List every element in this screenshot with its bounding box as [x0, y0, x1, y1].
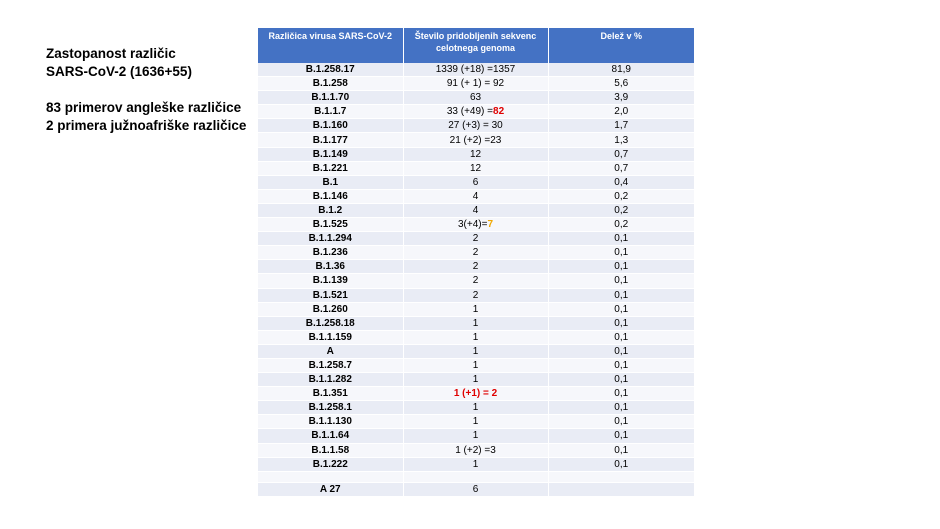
share-cell: 0,7 — [548, 161, 694, 175]
summary-title: Zastopanost različic — [46, 46, 176, 61]
count-cell: 1 — [403, 457, 548, 471]
summary-total: SARS-CoV-2 (1636+55) — [46, 64, 192, 79]
count-cell — [403, 105, 548, 119]
variant-cell: B.1.160 — [258, 119, 403, 133]
share-cell: 0,1 — [548, 232, 694, 246]
share-cell: 0,1 — [548, 316, 694, 330]
variant-cell: B.1.258.18 — [258, 316, 403, 330]
count-cell: 1 — [403, 373, 548, 387]
table-row — [258, 274, 694, 288]
count-prefix: 3(+4)= — [457, 219, 488, 231]
count-cell: 1 — [403, 358, 548, 372]
footer-variant-cell: A 27 — [258, 482, 403, 496]
variant-cell: B.1.221 — [258, 161, 403, 175]
variant-cell: B.1.2 — [258, 203, 403, 217]
count-highlight: 7 — [487, 219, 494, 231]
variant-cell: B.1.351 — [258, 387, 403, 401]
variant-cell: B.1.1.294 — [258, 232, 403, 246]
table-row — [258, 401, 694, 415]
count-cell: 27 (+3) = 30 — [403, 119, 548, 133]
summary-text — [46, 45, 256, 135]
variant-cell: B.1.258.1 — [258, 401, 403, 415]
table-row — [258, 373, 694, 387]
share-cell: 0,1 — [548, 429, 694, 443]
header-count-line1: Število pridobljenih sekvenc — [414, 31, 537, 41]
variant-cell: B.1.1.58 — [258, 443, 403, 457]
share-cell: 3,9 — [548, 91, 694, 105]
table-row — [258, 344, 694, 358]
count-cell: 1 — [403, 302, 548, 316]
count-cell: 1 — [403, 429, 548, 443]
footer-share-cell — [548, 482, 694, 496]
share-cell: 0,1 — [548, 373, 694, 387]
count-cell: 12 — [403, 147, 548, 161]
table-row — [258, 288, 694, 302]
header-share: Delež v % — [548, 28, 694, 63]
table-row — [258, 133, 694, 147]
summary-english-variant: 83 primerov angleške različice — [46, 100, 242, 115]
variant-cell: B.1.222 — [258, 457, 403, 471]
count-cell: 2 — [403, 260, 548, 274]
table-row — [258, 203, 694, 217]
count-cell: 4 — [403, 203, 548, 217]
count-cell: 2 — [403, 288, 548, 302]
variant-cell: B.1.1.159 — [258, 330, 403, 344]
share-cell: 5,6 — [548, 77, 694, 91]
variant-cell: B.1.258.17 — [258, 63, 403, 77]
table-row — [258, 443, 694, 457]
share-cell: 1,3 — [548, 133, 694, 147]
table-row — [258, 457, 694, 471]
header-count-line2: celotnega genoma — [435, 43, 516, 53]
table-row — [258, 119, 694, 133]
count-cell: 1 (+2) =3 — [403, 443, 548, 457]
table-row — [258, 429, 694, 443]
count-cell: 1 — [403, 330, 548, 344]
table-row — [258, 91, 694, 105]
blank-cell — [548, 471, 694, 482]
variant-cell: B.1.260 — [258, 302, 403, 316]
count-cell: 2 — [403, 274, 548, 288]
share-cell: 0,1 — [548, 274, 694, 288]
table-row — [258, 415, 694, 429]
variant-cell: B.1.1.130 — [258, 415, 403, 429]
count-cell: 1 — [403, 316, 548, 330]
table-row — [258, 147, 694, 161]
table-header-row — [258, 28, 694, 63]
table-row — [258, 105, 694, 119]
variant-cell: B.1.177 — [258, 133, 403, 147]
share-cell: 0,1 — [548, 246, 694, 260]
share-cell: 81,9 — [548, 63, 694, 77]
table-row — [258, 77, 694, 91]
count-cell: 91 (+ 1) = 92 — [403, 77, 548, 91]
blank-row — [258, 471, 694, 482]
variant-cell: B.1.236 — [258, 246, 403, 260]
count-cell: 1 — [403, 415, 548, 429]
variant-cell: B.1 — [258, 175, 403, 189]
variant-cell: B.1.1.282 — [258, 373, 403, 387]
variant-cell: B.1.258 — [258, 77, 403, 91]
footer-count-cell: 6 — [403, 482, 548, 496]
variant-cell: A — [258, 344, 403, 358]
share-cell: 0,1 — [548, 415, 694, 429]
count-cell — [403, 218, 548, 232]
table-row — [258, 330, 694, 344]
blank-cell — [258, 471, 403, 482]
share-cell: 0,2 — [548, 203, 694, 217]
header-count — [403, 28, 548, 63]
variant-cell: B.1.1.64 — [258, 429, 403, 443]
share-cell: 0,1 — [548, 260, 694, 274]
count-highlight: 1 (+1) = 2 — [453, 388, 498, 400]
share-cell: 0,1 — [548, 302, 694, 316]
variant-cell: B.1.149 — [258, 147, 403, 161]
share-cell: 0,2 — [548, 218, 694, 232]
share-cell: 0,7 — [548, 147, 694, 161]
variant-cell: B.1.139 — [258, 274, 403, 288]
share-cell: 0,1 — [548, 401, 694, 415]
table-row — [258, 161, 694, 175]
count-cell: 12 — [403, 161, 548, 175]
blank-cell — [403, 471, 548, 482]
count-cell: 6 — [403, 175, 548, 189]
count-cell: 2 — [403, 232, 548, 246]
table-row — [258, 63, 694, 77]
share-cell: 0,1 — [548, 457, 694, 471]
summary-southafrican-variant: 2 primera južnoafriške različice — [46, 118, 247, 133]
table-row — [258, 218, 694, 232]
count-cell: 1 — [403, 401, 548, 415]
share-cell: 0,1 — [548, 288, 694, 302]
table-row — [258, 316, 694, 330]
table-row — [258, 260, 694, 274]
table-row — [258, 358, 694, 372]
count-cell: 63 — [403, 91, 548, 105]
table-row — [258, 232, 694, 246]
variant-cell: B.1.1.7 — [258, 105, 403, 119]
footer-row — [258, 482, 694, 496]
count-highlight: 82 — [493, 106, 505, 118]
variant-cell: B.1.258.7 — [258, 358, 403, 372]
count-cell: 1 — [403, 344, 548, 358]
count-cell: 21 (+2) =23 — [403, 133, 548, 147]
count-cell: 1339 (+18) =1357 — [403, 63, 548, 77]
share-cell: 0,1 — [548, 443, 694, 457]
share-cell: 0,4 — [548, 175, 694, 189]
variant-cell: B.1.1.70 — [258, 91, 403, 105]
table-row — [258, 387, 694, 401]
share-cell: 0,1 — [548, 344, 694, 358]
share-cell: 0,2 — [548, 189, 694, 203]
share-cell: 1,7 — [548, 119, 694, 133]
variant-cell: B.1.521 — [258, 288, 403, 302]
count-cell — [403, 387, 548, 401]
table-row — [258, 189, 694, 203]
share-cell: 0,1 — [548, 387, 694, 401]
table-row — [258, 246, 694, 260]
count-cell: 4 — [403, 189, 548, 203]
header-variant: Različica virusa SARS-CoV-2 — [258, 28, 403, 63]
variant-cell: B.1.36 — [258, 260, 403, 274]
variants-table — [258, 28, 694, 497]
share-cell: 0,1 — [548, 358, 694, 372]
table-row — [258, 175, 694, 189]
count-prefix: 33 (+49) = — [446, 106, 494, 118]
share-cell: 0,1 — [548, 330, 694, 344]
variant-cell: B.1.146 — [258, 189, 403, 203]
variant-cell: B.1.525 — [258, 218, 403, 232]
table-row — [258, 302, 694, 316]
share-cell: 2,0 — [548, 105, 694, 119]
count-cell: 2 — [403, 246, 548, 260]
